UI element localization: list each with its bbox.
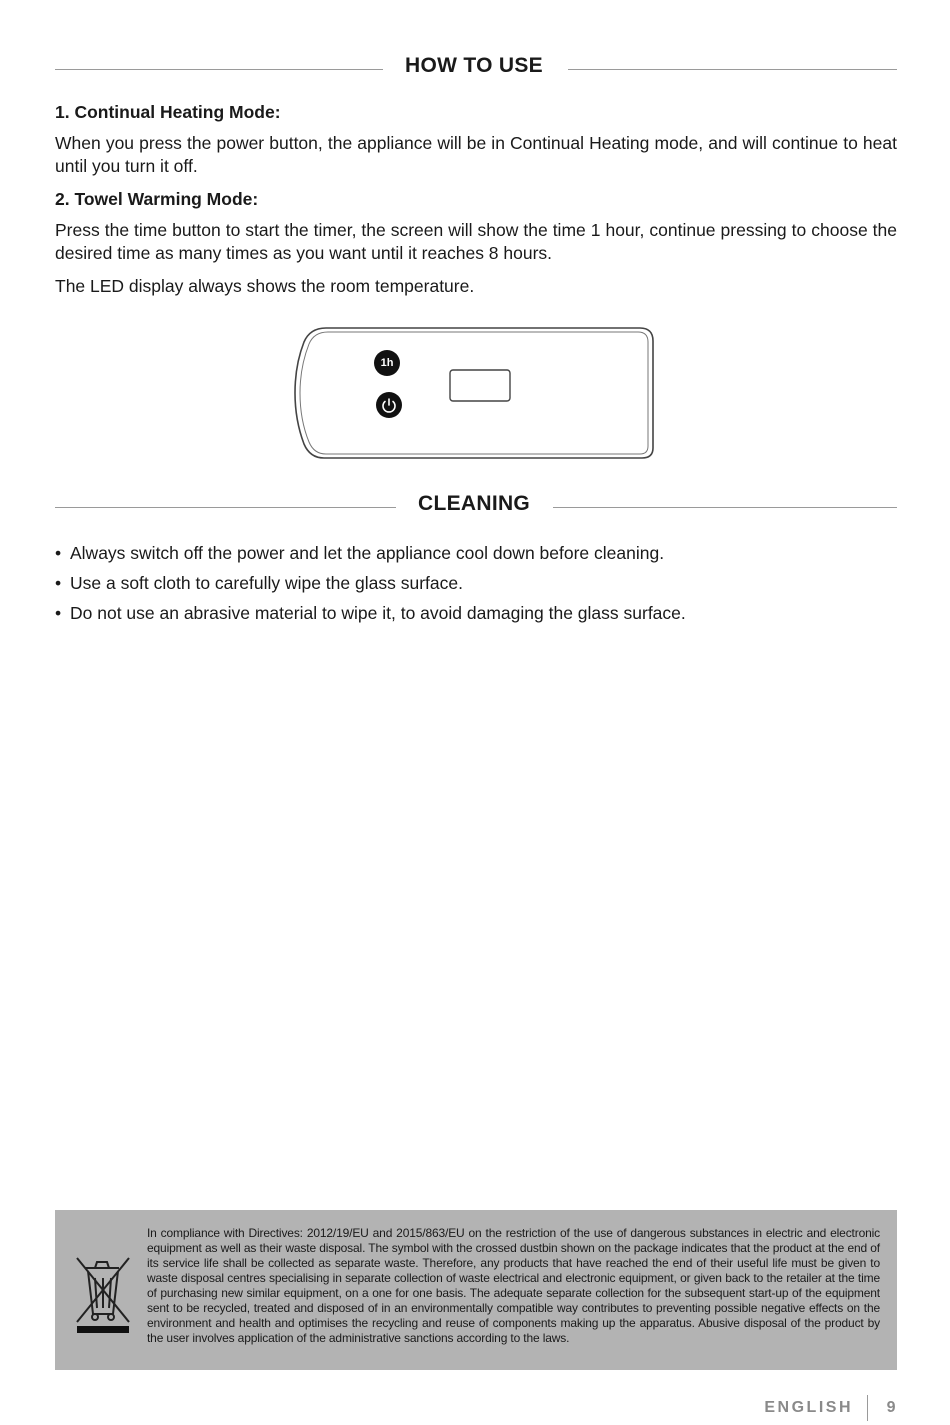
weee-notice (55, 1210, 897, 1370)
header-rule-right (568, 69, 897, 70)
list-item-text: Do not use an abrasive material to wipe it, to avoid damaging the glass surface. (70, 603, 686, 623)
header-rule-left (55, 69, 383, 70)
mode1-title: 1. Continual Heating Mode: (55, 102, 281, 122)
footer-language: ENGLISH (764, 1399, 853, 1416)
cleaning-list (55, 540, 897, 630)
how-to-use-title: HOW TO USE (405, 54, 543, 77)
cleaning-header (55, 492, 897, 522)
bullet: • (55, 543, 62, 563)
page-number: 9 (886, 1399, 898, 1416)
header-rule-left (55, 507, 396, 508)
control-panel-illustration (290, 320, 660, 466)
led-display (450, 370, 510, 401)
list-item (55, 600, 897, 630)
power-symbol-icon (376, 392, 402, 418)
header-rule-right (553, 507, 897, 508)
list-item-text: Always switch off the power and let the appliance cool down before cleaning. (70, 543, 665, 563)
control-panel-drawing (290, 320, 660, 466)
bullet: • (55, 603, 62, 623)
list-item-text: Use a soft cloth to carefully wipe the glass surface. (70, 573, 463, 593)
footer-divider (867, 1395, 868, 1421)
cleaning-title: CLEANING (418, 492, 531, 515)
led-text: The LED display always shows the room temperature. (55, 276, 475, 296)
mode2-text: Press the time button to start the timer, the screen will show the time 1 hour, continue pressing to choose the desired time as many times as you want until it reaches 8 hours. (55, 220, 897, 263)
mode2-title: 2. Towel Warming Mode: (55, 189, 259, 209)
list-item (55, 570, 897, 600)
power-button-icon (376, 392, 402, 418)
crossed-out-bin-icon (73, 1248, 133, 1334)
bullet: • (55, 573, 62, 593)
weee-notice-text: In compliance with Directives: 2012/19/EU and 2015/863/EU on the restriction of the use of dangerous substances in electric and electronic equipment as well as their waste disposal. The symbol with the crossed dustbin shown on the package indicates that the product at the end of its service life shall be collected as separate waste. Therefore, any products that have reached the end of their useful life must be given to waste disposal centres specialising in separate collection of waste electrical and electronic equipment, or given back to the retailer at the time of purchasing new similar equipment, on a one for one basis. The adequate separate collection for the subsequent start-up of the equipment sent to be recycled, treated and disposed of in an environmentally compatible way contributes to preventing possible negative effects on the environment and health and optimises the recycling and reuse of components making up the apparatus. Abusive disposal of the product by the user involves application of the administrative sanctions according to the laws. (147, 1226, 880, 1345)
timer-button-label: 1h (380, 357, 394, 369)
mode1-text: When you press the power button, the appliance will be in Continual Heating mode, and will continue to heat until you turn it off. (55, 133, 897, 176)
how-to-use-header (55, 54, 897, 84)
timer-button-icon (374, 350, 400, 376)
list-item (55, 540, 897, 570)
